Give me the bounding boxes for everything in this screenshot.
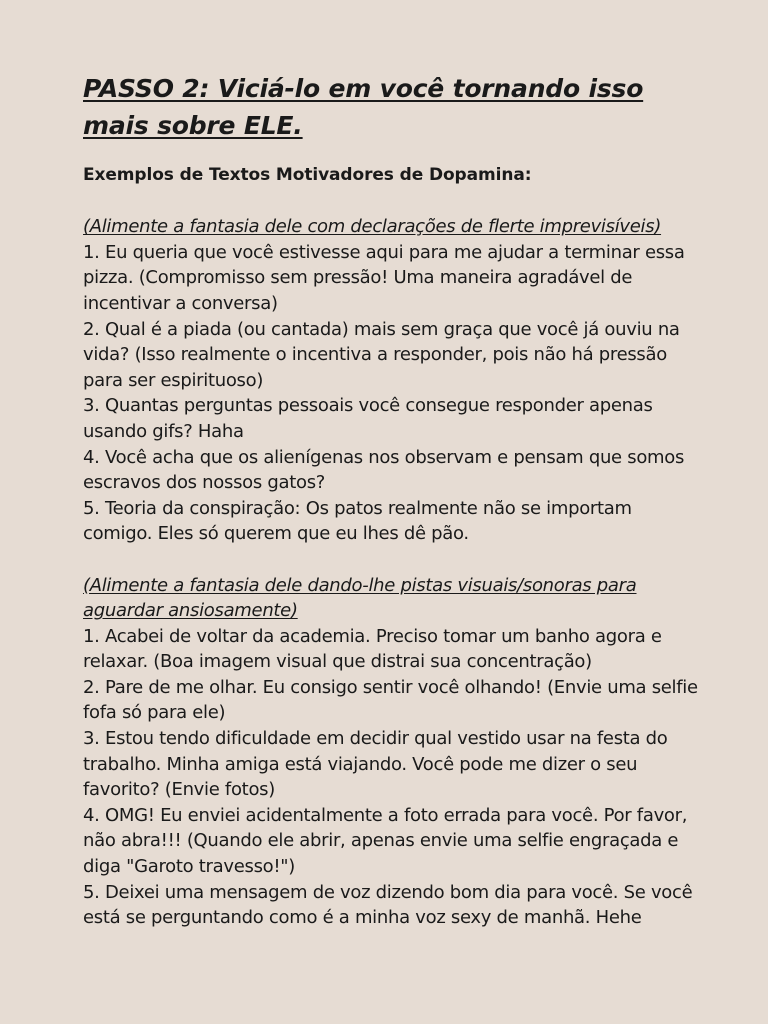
list-item: 5. Teoria da conspiração: Os patos realmente não se importam comigo. Eles só querem que eu lhes dê pão.: [83, 497, 632, 545]
section-heading: (Alimente a fantasia dele dando-lhe pistas visuais/sonoras para aguardar ansiosamente): [83, 574, 637, 622]
example-list: [83, 240, 703, 547]
list-item: 4. Você acha que os alienígenas nos observam e pensam que somos escravos dos nossos gatos?: [83, 446, 685, 494]
list-item: 1. Acabei de voltar da academia. Preciso tomar um banho agora e relaxar. (Boa imagem visual que distrai sua concentração): [83, 625, 662, 673]
page-title: PASSO 2: Viciá-lo em você tornando isso mais sobre ELE.: [83, 74, 644, 140]
section-flirty-statements: [83, 214, 703, 547]
list-item: 5. Deixei uma mensagem de voz dizendo bom dia para você. Se você está se perguntando como é a minha voz sexy de manhã. Hehe: [83, 881, 693, 929]
list-item: 3. Estou tendo dificuldade em decidir qual vestido usar na festa do trabalho. Minha amiga está viajando. Você pode me dizer o seu favorito? (Envie fotos): [83, 728, 668, 801]
example-list: [83, 624, 703, 931]
list-item: 3. Quantas perguntas pessoais você consegue responder apenas usando gifs? Haha: [83, 395, 653, 442]
list-item: 1. Eu queria que você estivesse aqui para me ajudar a terminar essa pizza. (Compromisso sem pressão! Uma maneira agradável de incentivar a conversa): [83, 241, 685, 314]
section-visual-cues: [83, 573, 703, 931]
document-page: [83, 70, 703, 931]
list-item: 2. Pare de me olhar. Eu consigo sentir você olhando! (Envie uma selfie fofa só para ele): [83, 676, 698, 724]
page-subtitle: Exemplos de Textos Motivadores de Dopamina:: [83, 165, 532, 185]
section-heading: (Alimente a fantasia dele com declarações de flerte imprevisíveis): [83, 216, 662, 238]
list-item: 2. Qual é a piada (ou cantada) mais sem graça que você já ouviu na vida? (Isso realmente o incentiva a responder, pois não há pressão para ser espirituoso): [83, 318, 680, 391]
list-item: 4. OMG! Eu enviei acidentalmente a foto errada para você. Por favor, não abra!!! (Quando ele abrir, apenas envie uma selfie engraçada e diga "Garoto travesso!"): [83, 804, 688, 878]
